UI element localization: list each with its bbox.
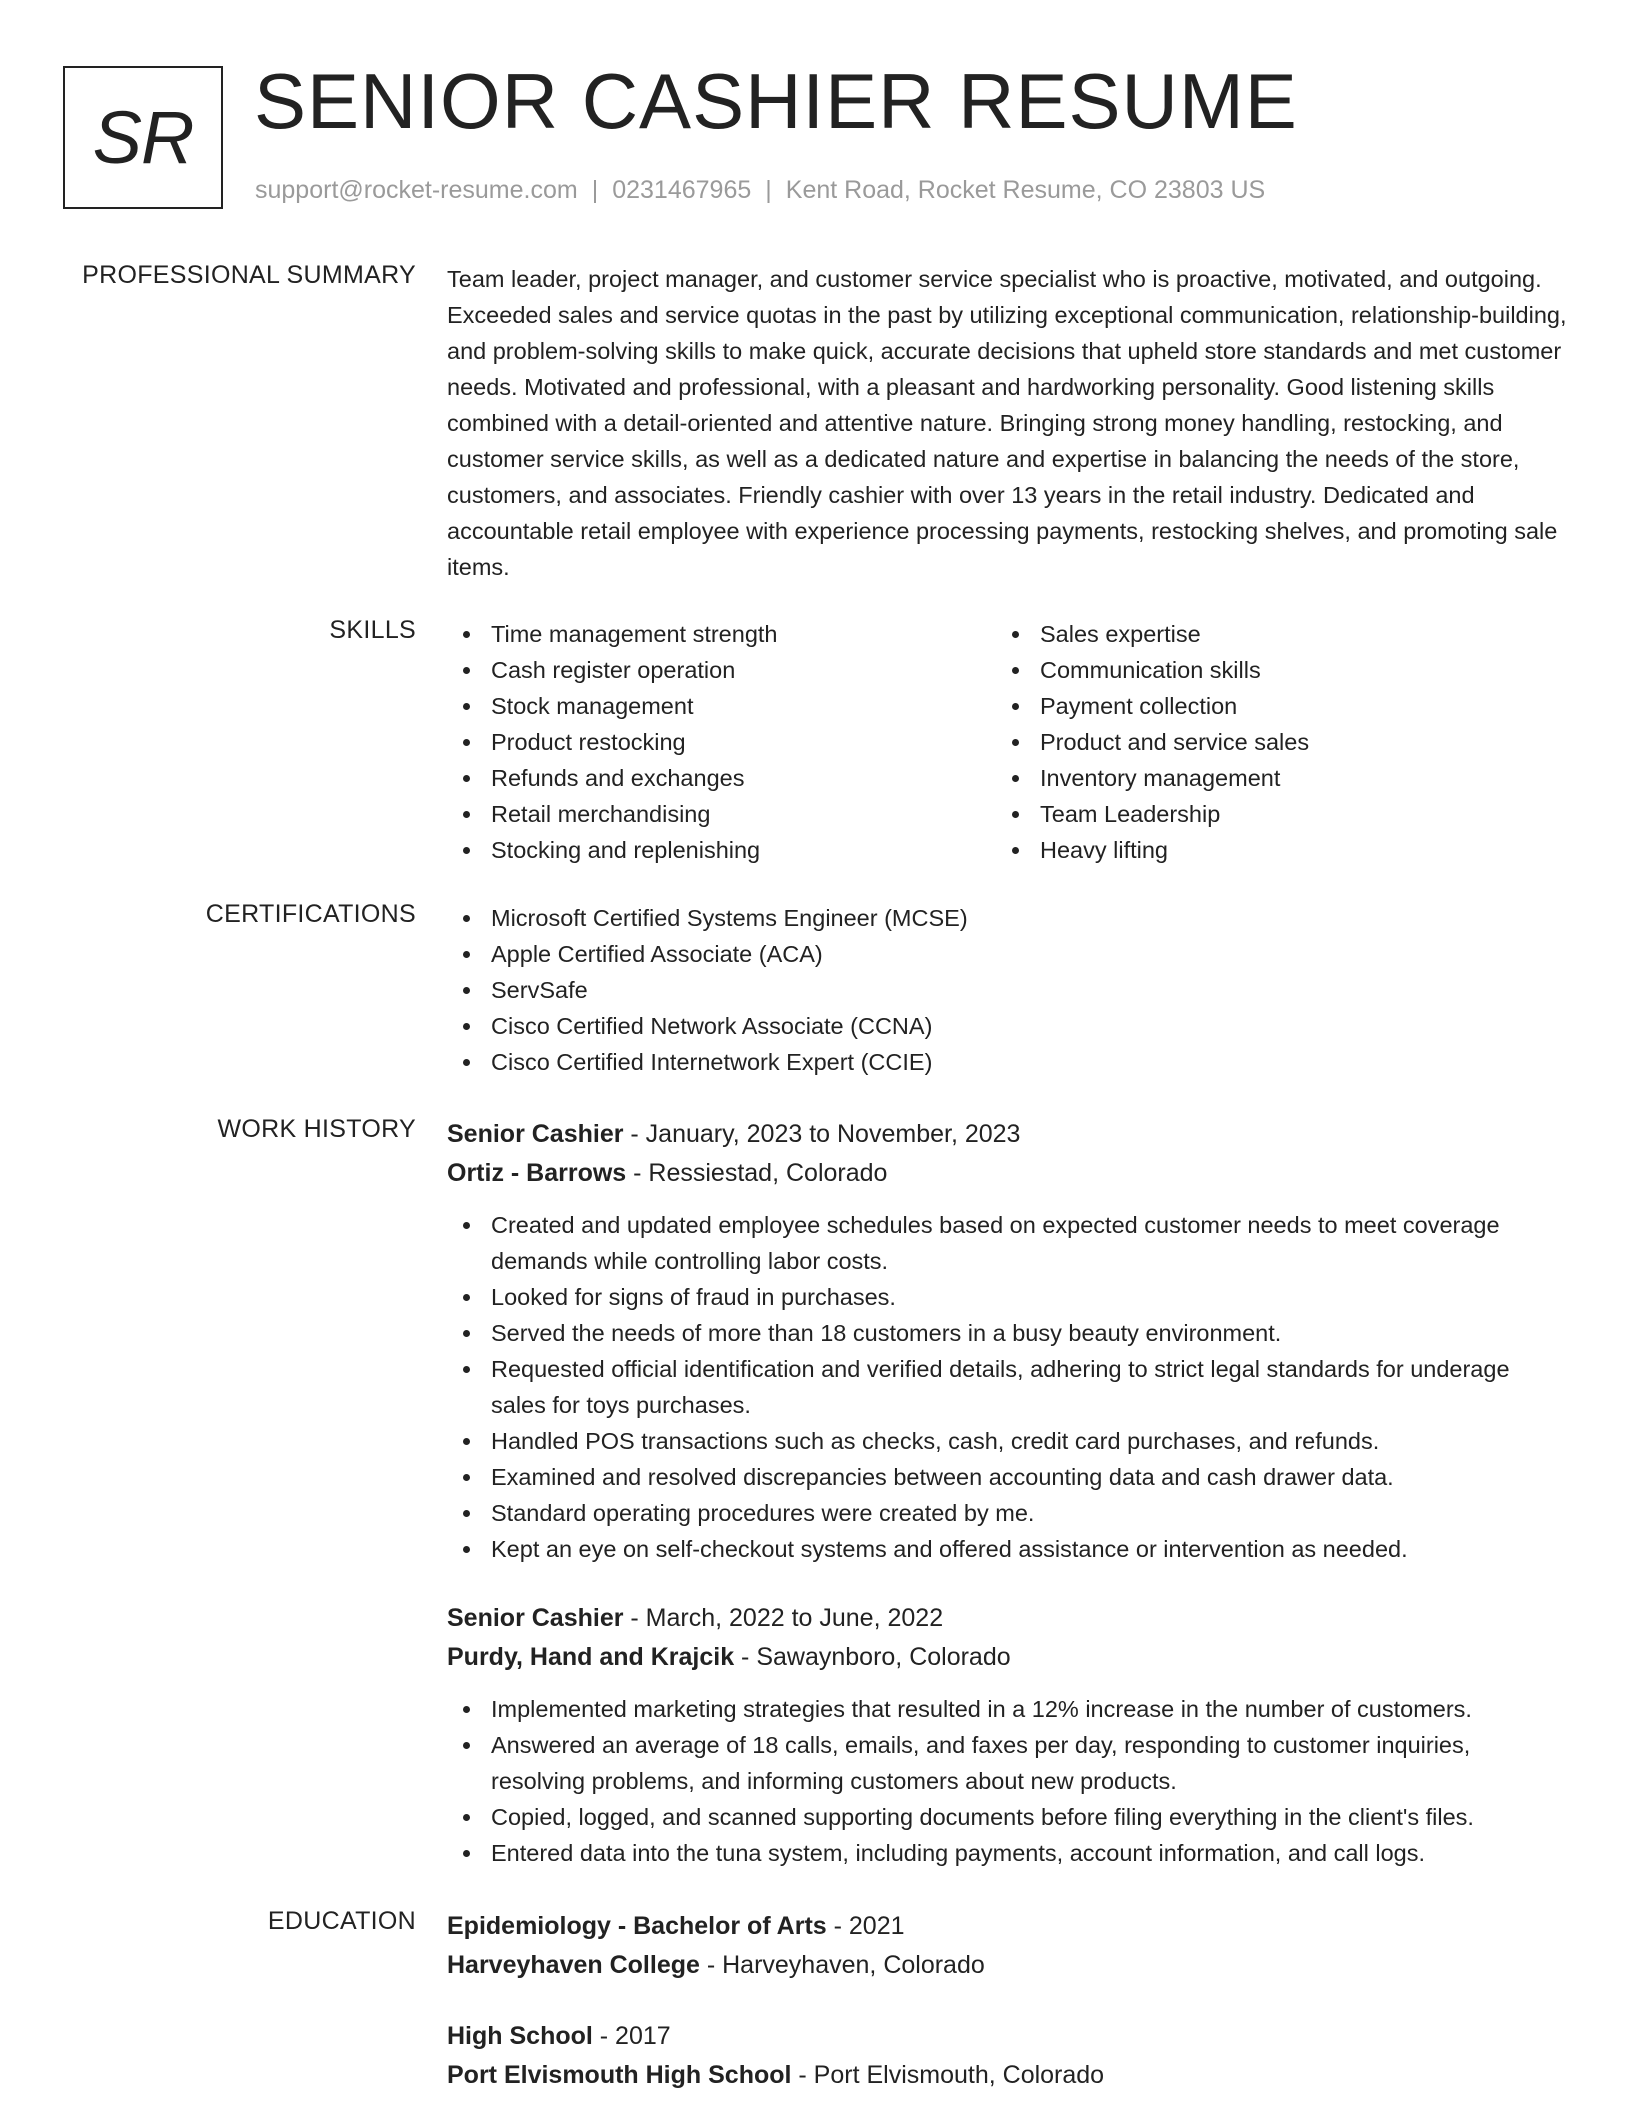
job-title: Senior Cashier — [447, 1604, 624, 1632]
certification-item: Cisco Certified Internetwork Expert (CCIE) — [447, 1044, 1567, 1080]
job-company: Ortiz - Barrows — [447, 1159, 627, 1187]
skill-item: Product and service sales — [996, 724, 1545, 760]
contact-phone[interactable]: 0231467965 — [612, 176, 752, 204]
skills-columns — [447, 616, 1567, 868]
monogram-logo — [63, 66, 223, 209]
contact-line — [255, 176, 1265, 205]
skill-item: Inventory management — [996, 760, 1545, 796]
education-degree: High School — [447, 2022, 593, 2050]
education-degree-line — [447, 1907, 1567, 1946]
skill-item: Retail merchandising — [447, 796, 996, 832]
education-school-line — [447, 1946, 1567, 1985]
job-duties-list — [447, 1207, 1567, 1567]
job-location: - Sawaynboro, Colorado — [734, 1643, 1011, 1671]
monogram-initials: SR — [92, 96, 194, 179]
skill-item: Sales expertise — [996, 616, 1545, 652]
job-duty: Standard operating procedures were created by me. — [447, 1495, 1567, 1531]
resume-title: SENIOR CASHIER RESUME — [254, 57, 1298, 145]
skill-item: Cash register operation — [447, 652, 996, 688]
education-year: - 2021 — [826, 1912, 905, 1940]
skill-item: Stock management — [447, 688, 996, 724]
job-duty: Examined and resolved discrepancies between accounting data and cash drawer data. — [447, 1459, 1567, 1495]
job-duty: Looked for signs of fraud in purchases. — [447, 1279, 1567, 1315]
skill-item: Stocking and replenishing — [447, 832, 996, 868]
certification-item: Microsoft Certified Systems Engineer (MCSE) — [447, 900, 1567, 936]
job-duty: Served the needs of more than 18 customers in a busy beauty environment. — [447, 1315, 1567, 1351]
education-school: Port Elvismouth High School — [447, 2061, 792, 2089]
education-school: Harveyhaven College — [447, 1951, 700, 1979]
contact-address: Kent Road, Rocket Resume, CO 23803 US — [785, 176, 1266, 204]
skill-item: Heavy lifting — [996, 832, 1545, 868]
education-year: - 2017 — [592, 2022, 671, 2050]
job-entry — [447, 1599, 1567, 1871]
education-degree-line — [447, 2017, 1567, 2056]
skill-item: Refunds and exchanges — [447, 760, 996, 796]
job-duty: Copied, logged, and scanned supporting documents before filing everything in the client's files. — [447, 1799, 1567, 1835]
education-body — [447, 1907, 1567, 2095]
section-label: PROFESSIONAL SUMMARY — [82, 261, 416, 289]
certification-item: ServSafe — [447, 972, 1567, 1008]
education-entry — [447, 1907, 1567, 1985]
job-dates: - January, 2023 to November, 2023 — [623, 1120, 1021, 1148]
job-duty: Implemented marketing strategies that resulted in a 12% increase in the number of customers. — [447, 1691, 1567, 1727]
skill-item: Payment collection — [996, 688, 1545, 724]
job-title: Senior Cashier — [447, 1120, 624, 1148]
certification-item: Apple Certified Associate (ACA) — [447, 936, 1567, 972]
job-title-line — [447, 1115, 1567, 1154]
job-duty: Handled POS transactions such as checks, cash, credit card purchases, and refunds. — [447, 1423, 1567, 1459]
job-dates: - March, 2022 to June, 2022 — [623, 1604, 944, 1632]
section-label: WORK HISTORY — [217, 1115, 416, 1143]
job-duties-list — [447, 1691, 1567, 1871]
job-duty: Entered data into the tuna system, including payments, account information, and call logs. — [447, 1835, 1567, 1871]
education-entry — [447, 2017, 1567, 2095]
job-company-line — [447, 1638, 1567, 1677]
job-location: - Ressiestad, Colorado — [626, 1159, 888, 1187]
skill-item: Team Leadership — [996, 796, 1545, 832]
job-entry — [447, 1115, 1567, 1567]
certification-item: Cisco Certified Network Associate (CCNA) — [447, 1008, 1567, 1044]
skills-list-right — [996, 616, 1545, 868]
job-duty: Kept an eye on self-checkout systems and offered assistance or intervention as needed. — [447, 1531, 1567, 1567]
contact-email[interactable]: support@rocket-resume.com — [255, 176, 578, 204]
education-school-line — [447, 2056, 1567, 2095]
skill-item: Time management strength — [447, 616, 996, 652]
job-duty: Answered an average of 18 calls, emails, and faxes per day, responding to customer inquiries, resolving problems, and informing customers about new products. — [447, 1727, 1567, 1799]
skills-list-left — [447, 616, 996, 868]
job-duty: Requested official identification and verified details, adhering to strict legal standards for underage sales for toys purchases. — [447, 1351, 1567, 1423]
work-history-body — [447, 1115, 1567, 1871]
contact-separator: | — [591, 176, 599, 204]
job-company-line — [447, 1154, 1567, 1193]
education-location: - Port Elvismouth, Colorado — [791, 2061, 1105, 2089]
skill-item: Communication skills — [996, 652, 1545, 688]
section-label: EDUCATION — [267, 1907, 416, 1935]
section-label: SKILLS — [329, 616, 416, 644]
skill-item: Product restocking — [447, 724, 996, 760]
contact-separator: | — [765, 176, 772, 204]
education-degree: Epidemiology - Bachelor of Arts — [447, 1912, 827, 1940]
section-label: CERTIFICATIONS — [205, 900, 416, 928]
job-company: Purdy, Hand and Krajcik — [447, 1643, 735, 1671]
education-location: - Harveyhaven, Colorado — [699, 1951, 985, 1979]
job-duty: Created and updated employee schedules based on expected customer needs to meet coverage demands while controlling labor costs. — [447, 1207, 1567, 1279]
summary-text: Team leader, project manager, and customer service specialist who is proactive, motivated, and outgoing. Exceeded sales and service quotas in the past by utilizing exceptional communication, relationship-building, and problem-solving skills to make quick, accurate decisions that upheld store standards and met customer needs. Motivated and professional, with a pleasant and hardworking personality. Good listening skills combined with a detail-oriented and attentive nature. Bringing strong money handling, restocking, and customer service skills, as well as a dedicated nature and expertise in balancing the needs of the store, customers, and associates. Friendly cashier with over 13 years in the retail industry. Dedicated and accountable retail employee with experience processing payments, restocking shelves, and promoting sale items. — [447, 266, 1567, 580]
job-title-line — [447, 1599, 1567, 1638]
certifications-list — [447, 900, 1567, 1080]
